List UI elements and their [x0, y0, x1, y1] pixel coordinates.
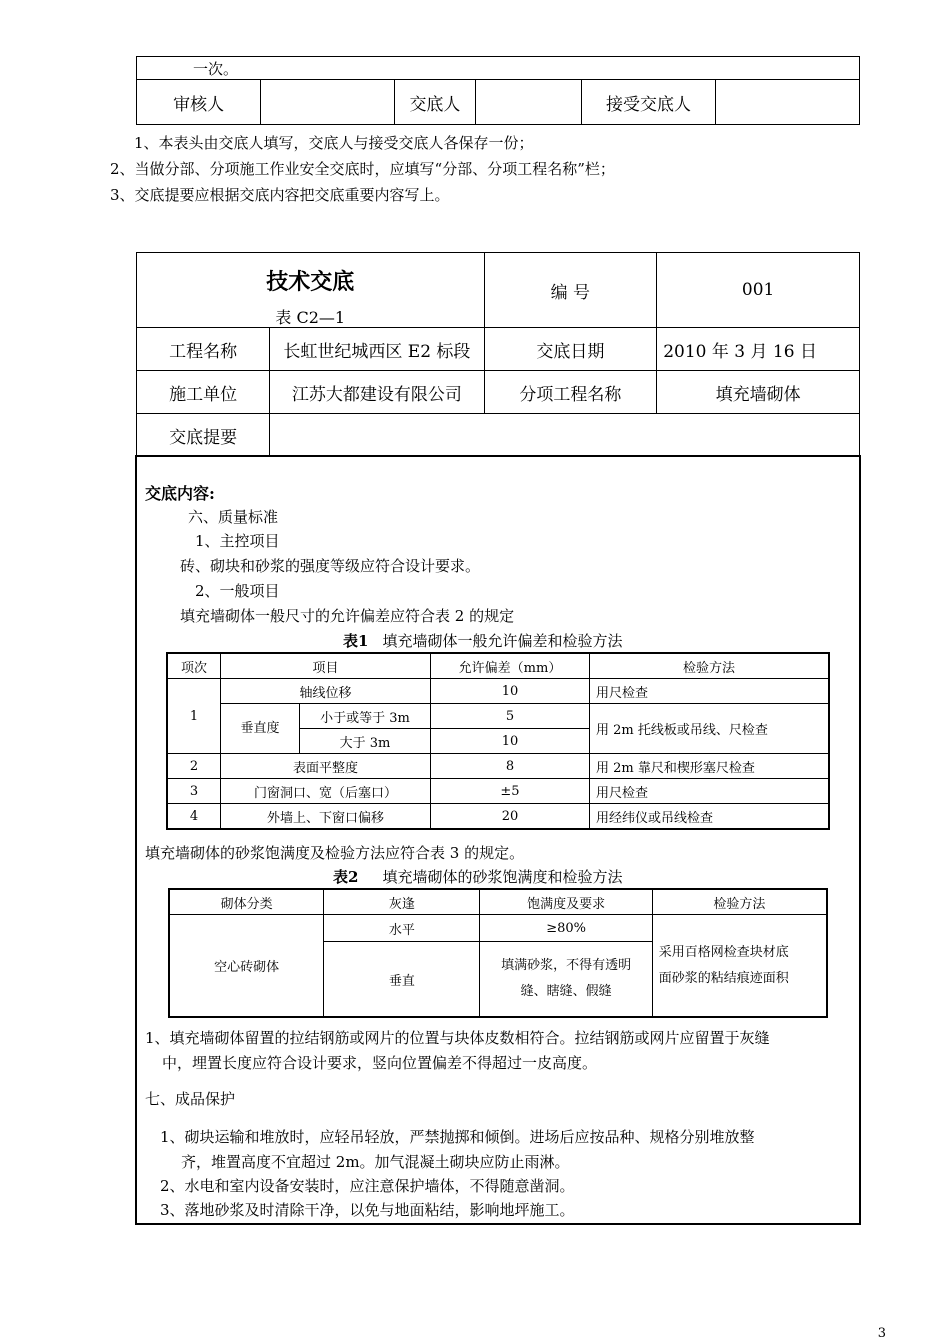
t1-row2-item: 表面平整度: [221, 754, 431, 779]
discloser-label: 交底人: [395, 80, 476, 125]
t2-fill-vertical: [480, 942, 652, 1018]
t2-joint-horizontal: 水平: [324, 915, 480, 942]
continuation-text: 一次。: [137, 57, 860, 80]
t2-joint-vertical: 垂直: [324, 942, 480, 1018]
signature-table: [136, 56, 860, 125]
discloser-value[interactable]: [475, 80, 581, 125]
t1-row1a-item: 轴线位移: [221, 679, 431, 704]
table2-caption: [333, 866, 622, 887]
note-3: 3、交底提要应根据交底内容把交底重要内容写上。: [110, 186, 450, 204]
t1-row1b-tolerance: 5: [431, 704, 590, 729]
note-2: 2、当做分部、分项施工作业安全交底时，应填写“分部、分项工程名称”栏；: [110, 160, 615, 178]
project-value: 长虹世纪城西区 E2 标段: [270, 328, 484, 371]
form-notes: [110, 130, 615, 208]
disclosure-header-table: [136, 252, 860, 457]
t2-masonry-type: 空心砖砌体: [169, 915, 324, 1018]
t1-row1c-item: 大于 3m: [300, 729, 431, 754]
t2-header-type: 砌体分类: [169, 889, 324, 915]
mortar-fill-table: [168, 888, 828, 1018]
section-6-heading: 六、质量标准: [188, 508, 279, 526]
section-7-2: 2、水电和室内设备安装时，应注意保护墙体，不得随意凿洞。: [160, 1177, 575, 1195]
reviewer-label: 审核人: [137, 80, 261, 125]
form-code: 表 C2—1: [275, 308, 346, 327]
t1-row3-method: 用尺检查: [590, 779, 830, 804]
number-label: 编 号: [484, 253, 657, 328]
note-1: 1、本表头由交底人填写，交底人与接受交底人各保存一份；: [134, 134, 534, 152]
t1-row1c-tolerance: 10: [431, 729, 590, 754]
summary-label: 交底提要: [137, 414, 270, 457]
date-label: 交底日期: [484, 328, 657, 371]
t2-method: [652, 915, 827, 1018]
t1-vertical-label: 垂直度: [221, 704, 300, 754]
section-7-heading: 七、成品保护: [145, 1090, 236, 1108]
tie-bar-text-line-2: 中，埋置长度应符合设计要求，竖向位置偏差不得超过一皮高度。: [162, 1054, 598, 1072]
t2-header-joint: 灰逢: [324, 889, 480, 915]
t2-method-line-2: 面砂浆的粘结痕迹面积: [658, 970, 789, 986]
section-7-1-line-1: 1、砌块运输和堆放时，应轻吊轻放，严禁抛掷和倾倒。进场后应按品种、规格分别堆放整: [160, 1128, 755, 1146]
t1-row4-tolerance: 20: [431, 804, 590, 830]
t1-row4-no: 4: [167, 804, 221, 830]
project-label: 工程名称: [137, 328, 270, 371]
tolerance-table: [166, 652, 830, 830]
date-value: 2010 年 3 月 16 日: [657, 328, 860, 371]
mortar-fill-text: 填充墙砌体的砂浆饱满度及检验方法应符合表 3 的规定。: [145, 844, 525, 862]
section-6-1-text: 砖、砌块和砂浆的强度等级应符合设计要求。: [180, 557, 481, 575]
receiver-label: 接受交底人: [581, 80, 715, 125]
t2-header-method: 检验方法: [652, 889, 827, 915]
section-7-1-line-2: 齐，堆置高度不宜超过 2m。加气混凝土砌块应防止雨淋。: [181, 1153, 570, 1171]
t1-row2-tolerance: 8: [431, 754, 590, 779]
t1-row3-item: 门窗洞口、宽（后塞口）: [221, 779, 431, 804]
number-value: 001: [657, 253, 860, 328]
section-6-1-heading: 1、主控项目: [195, 532, 280, 550]
section-6-2-text: 填充墙砌体一般尺寸的允许偏差应符合表 2 的规定: [180, 607, 515, 625]
t1-row3-no: 3: [167, 779, 221, 804]
t1-row1a-tolerance: 10: [431, 679, 590, 704]
table2-caption-number: 表2: [333, 868, 359, 886]
t2-fill-horizontal: ≥80%: [480, 915, 652, 942]
t2-header-fill: 饱满度及要求: [480, 889, 652, 915]
t1-row4-item: 外墙上、下窗口偏移: [221, 804, 431, 830]
reviewer-value[interactable]: [261, 80, 395, 125]
subproject-value: 填充墙砌体: [657, 371, 860, 414]
t2-fill-vertical-line-2: 缝、瞎缝、假缝: [520, 984, 612, 999]
content-heading: 交底内容:: [145, 484, 215, 503]
t1-row1bc-method: 用 2m 托线板或吊线、尺检查: [590, 704, 830, 754]
table1-caption-number: 表1: [343, 632, 369, 650]
subproject-label: 分项工程名称: [484, 371, 657, 414]
summary-value[interactable]: [270, 414, 860, 457]
tie-bar-text-line-1: 1、填充墙砌体留置的拉结钢筋或网片的位置与块体皮数相符合。拉结钢筋或网片应留置于灰缝: [145, 1029, 770, 1047]
t1-row2-no: 2: [167, 754, 221, 779]
t2-fill-vertical-line-1: 填满砂浆，不得有透明: [501, 958, 632, 973]
section-6-2-heading: 2、一般项目: [195, 582, 280, 600]
table1-caption: [343, 630, 622, 651]
t1-header-no: 项次: [167, 653, 221, 679]
t1-header-item: 项目: [221, 653, 431, 679]
t1-row2-method: 用 2m 靠尺和楔形塞尺检查: [590, 754, 830, 779]
unit-label: 施工单位: [137, 371, 270, 414]
t1-row1a-method: 用尺检查: [590, 679, 830, 704]
unit-value: 江苏大都建设有限公司: [270, 371, 484, 414]
table2-caption-text: 填充墙砌体的砂浆饱满度和检验方法: [382, 868, 623, 886]
title-cell: [137, 253, 485, 328]
t1-header-tolerance: 允许偏差（mm）: [431, 653, 590, 679]
section-7-3: 3、落地砂浆及时清除干净，以免与地面粘结，影响地坪施工。: [160, 1201, 575, 1219]
page-number: 3: [877, 1326, 886, 1341]
t1-row3-tolerance: ±5: [431, 779, 590, 804]
receiver-value[interactable]: [716, 80, 860, 125]
t1-row1b-item: 小于或等于 3m: [300, 704, 431, 729]
table1-caption-text: 填充墙砌体一般允许偏差和检验方法: [382, 632, 623, 650]
document-title: 技术交底: [266, 269, 355, 295]
t1-row4-method: 用经纬仪或吊线检查: [590, 804, 830, 830]
t2-method-line-1: 采用百格网检查块材底: [658, 944, 789, 960]
t1-row1-no: 1: [167, 679, 221, 754]
t1-header-method: 检验方法: [590, 653, 830, 679]
